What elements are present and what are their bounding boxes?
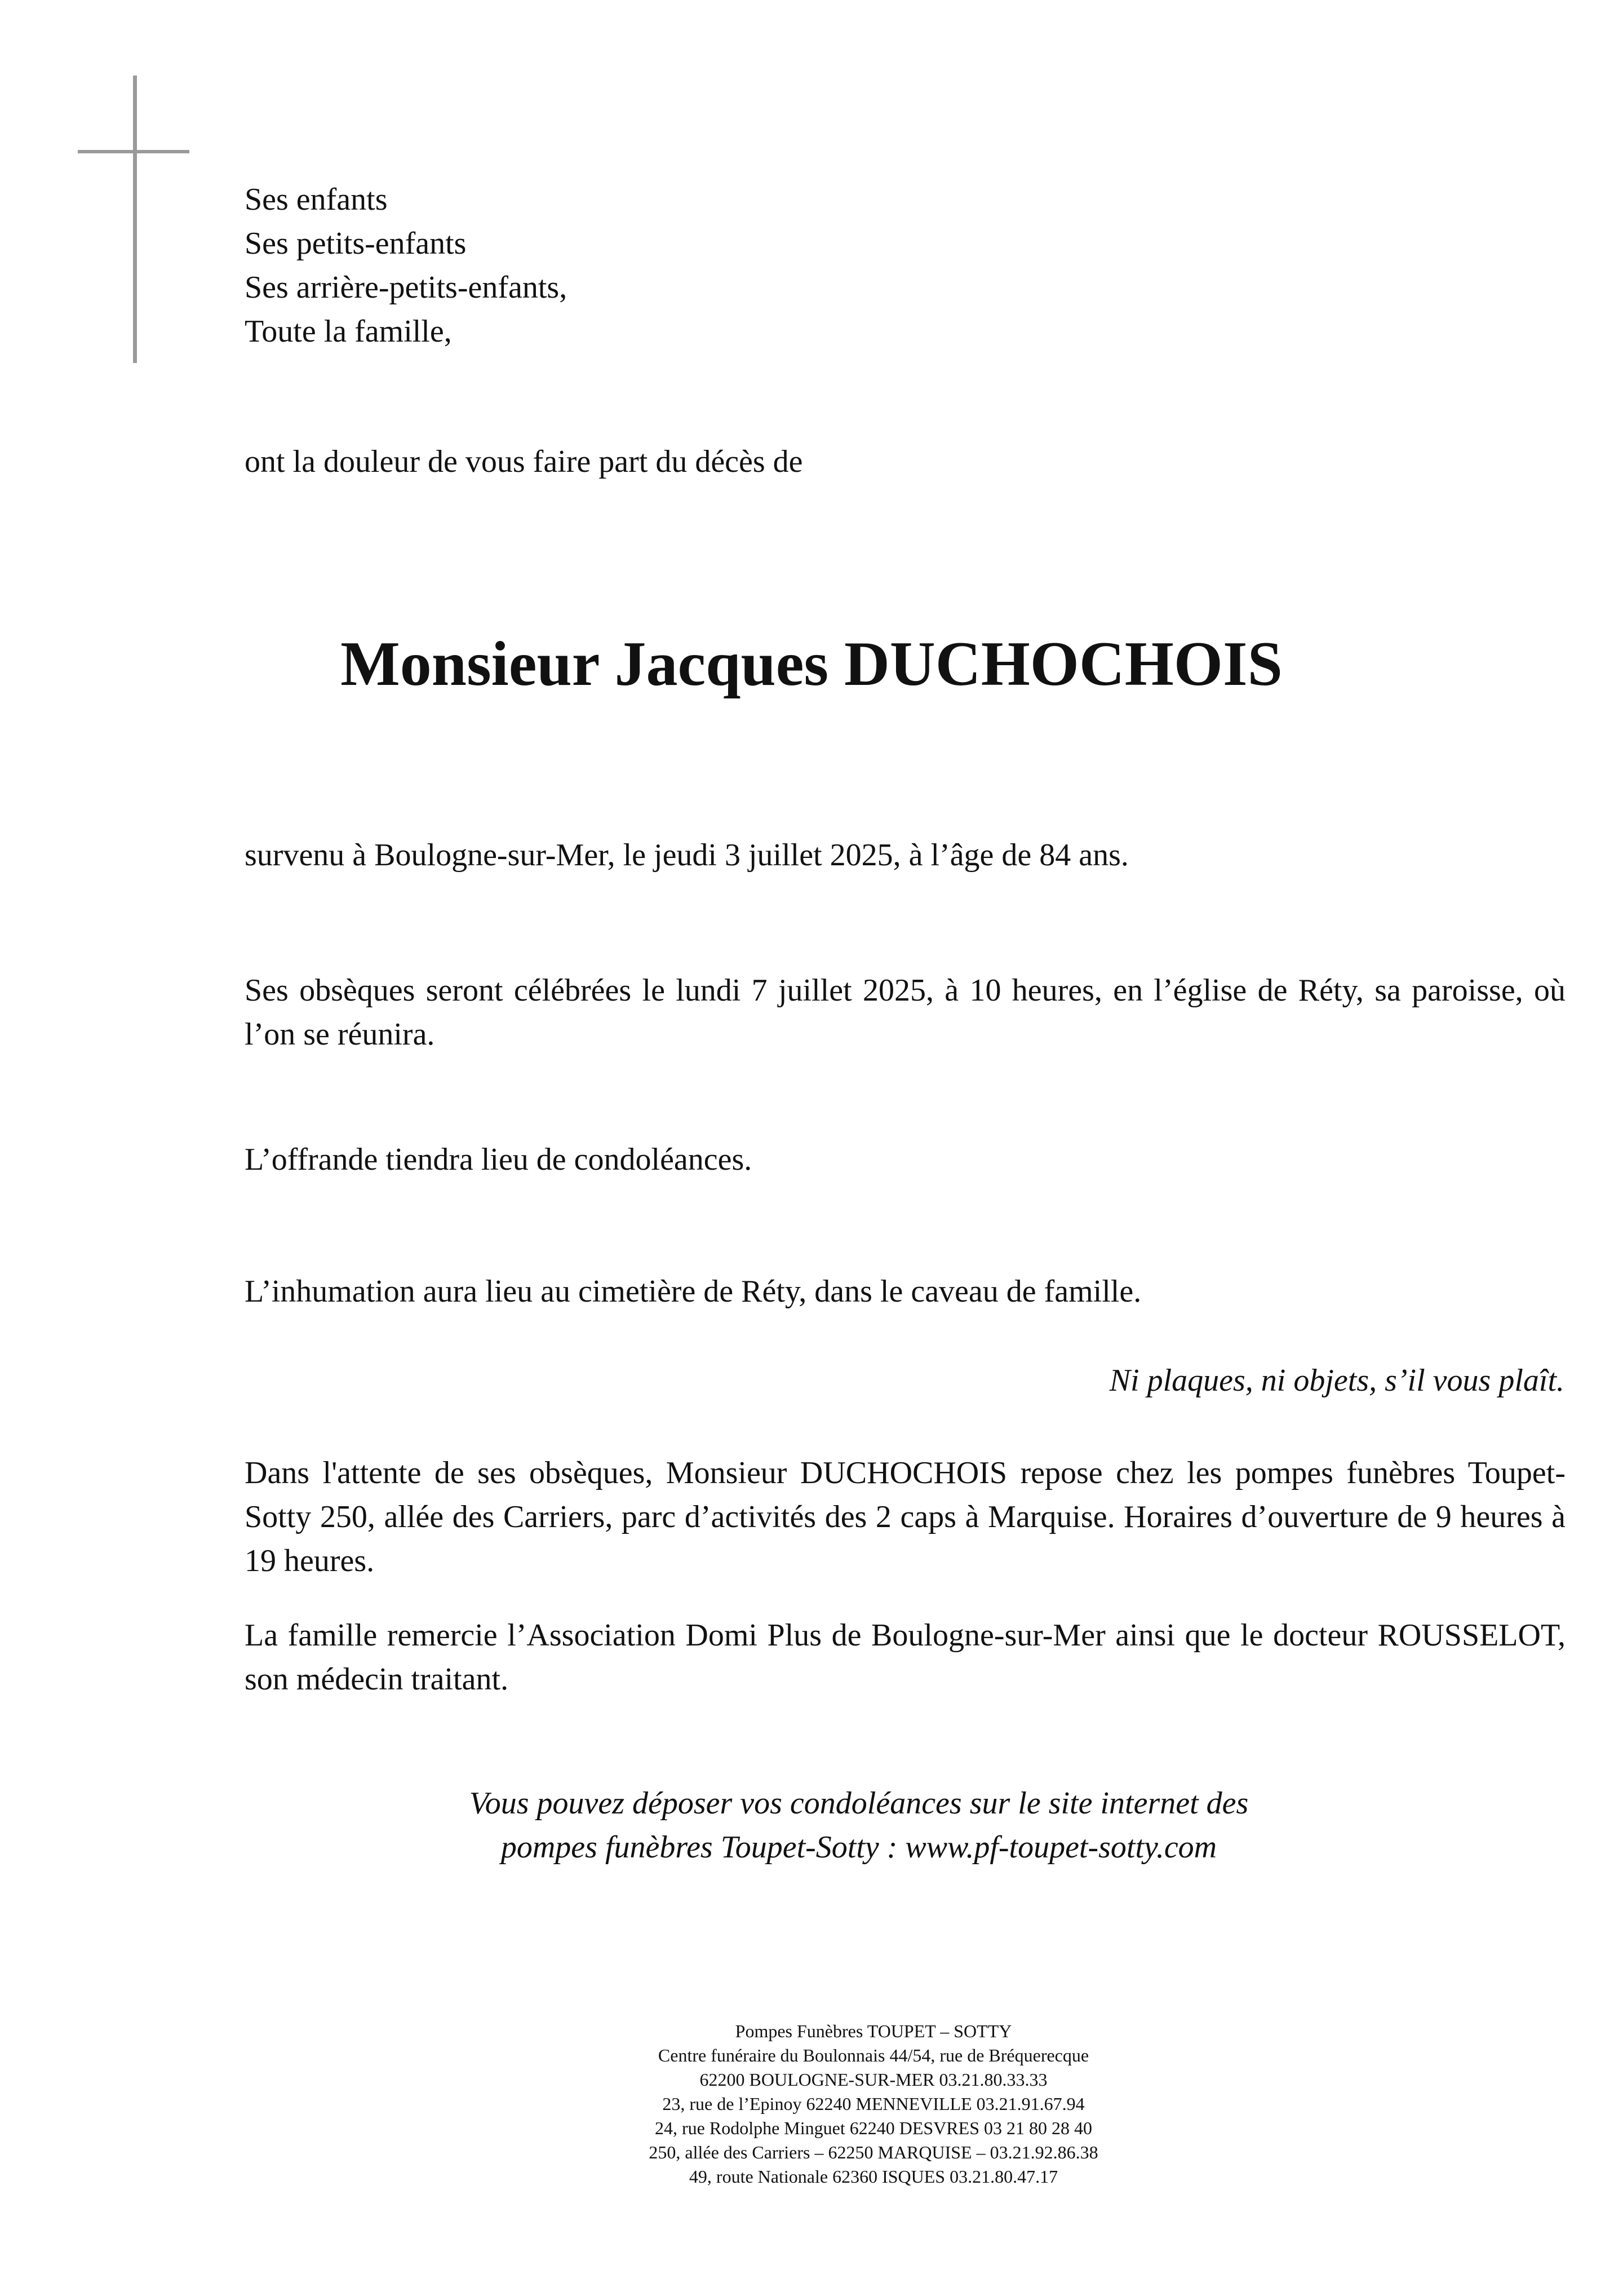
- family-line-grandchildren: Ses petits-enfants: [245, 226, 467, 261]
- family-line-great-grandchildren: Ses arrière-petits-enfants,: [245, 270, 567, 305]
- funeral-home-footer: [0, 2019, 1623, 2189]
- cross-vertical-bar: [133, 76, 137, 363]
- family-line-children: Ses enfants: [245, 182, 388, 217]
- cross-horizontal-bar: [78, 150, 189, 153]
- deceased-name: Monsieur Jacques DUCHOCHOIS: [340, 629, 1283, 699]
- announcement-text: ont la douleur de vous faire part du décès de: [245, 444, 803, 479]
- family-list: [245, 178, 567, 353]
- footer-line-desvres: 24, rue Rodolphe Minguet 62240 DESVRES 03 21 80 28 40: [655, 2118, 1092, 2138]
- footer-line-marquise: 250, allée des Carriers – 62250 MARQUISE – 03.21.92.86.38: [649, 2142, 1098, 2162]
- online-condolences: [0, 1781, 1623, 1869]
- no-flowers-note: Ni plaques, ni objets, s’il vous plaît.: [1109, 1363, 1564, 1398]
- online-condolences-line2: pompes funèbres Toupet-Sotty : www.pf-toupet-sotty.com: [500, 1830, 1217, 1865]
- footer-line-menneville: 23, rue de l’Epinoy 62240 MENNEVILLE 03.21.91.67.94: [662, 2094, 1085, 2114]
- burial-paragraph: L’inhumation aura lieu au cimetière de Réty, dans le caveau de famille.: [245, 1274, 1142, 1309]
- footer-line-isques: 49, route Nationale 62360 ISQUES 03.21.80.47.17: [689, 2166, 1058, 2187]
- thanks-paragraph: La famille remercie l’Association Domi Plus de Boulogne-sur-Mer ainsi que le docteur ROUSSELOT, son médecin traitant.: [245, 1618, 1566, 1697]
- death-notice: survenu à Boulogne-sur-Mer, le jeudi 3 juillet 2025, à l’âge de 84 ans.: [245, 838, 1129, 873]
- offering-paragraph: L’offrande tiendra lieu de condoléances.: [245, 1142, 752, 1177]
- vigil-paragraph: Dans l'attente de ses obsèques, Monsieur DUCHOCHOIS repose chez les pompes funèbres Toupet-Sotty 250, allée des Carriers, parc d’activités des 2 caps à Marquise. Horaires d’ouverture de 9 heures à 19 heures.: [245, 1456, 1566, 1578]
- footer-line-centre: Centre funéraire du Boulonnais 44/54, rue de Bréquerecque: [658, 2045, 1089, 2065]
- funeral-paragraph: Ses obsèques seront célébrées le lundi 7 juillet 2025, à 10 heures, en l’église de Réty, sa paroisse, où l’on se réunira.: [245, 973, 1566, 1052]
- family-line-whole-family: Toute la famille,: [245, 314, 452, 349]
- footer-line-boulogne: 62200 BOULOGNE-SUR-MER 03.21.80.33.33: [699, 2069, 1048, 2090]
- online-condolences-line1: Vous pouvez déposer vos condoléances sur le site internet des: [469, 1786, 1249, 1821]
- footer-line-company: Pompes Funèbres TOUPET – SOTTY: [735, 2021, 1012, 2041]
